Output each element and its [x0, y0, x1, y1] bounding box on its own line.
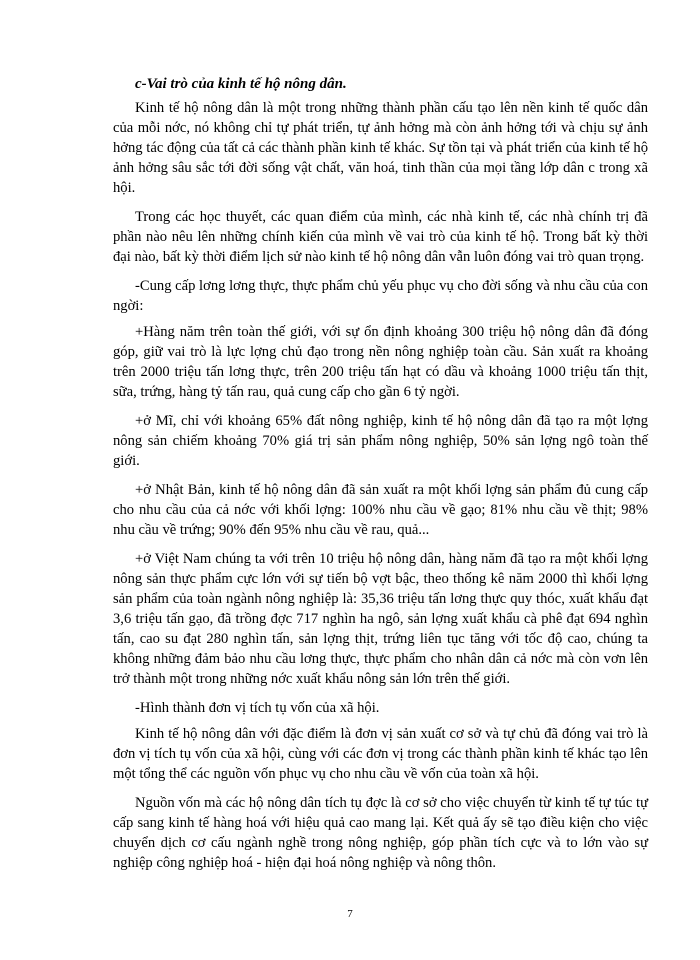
paragraph-usa: +ở Mĩ, chỉ với khoảng 65% đất nông nghiệp, kinh tế hộ nông dân đã tạo ra một lợng nông sản chiếm khoảng 70% giá trị sản phẩm nông nghiệp, 50% sản lợng ngô toàn thế giới.: [113, 413, 648, 469]
page-number: 7: [347, 908, 353, 920]
paragraph-vietnam: +ở Việt Nam chúng ta với trên 10 triệu hộ nông dân, hàng năm đã tạo ra một khối lợng nông sản thực phẩm cực lớn với sự tiến bộ vợt bậc, theo thống kê năm 2000 thì khối lợng sản phẩm của toàn ngành nông nghiệp là: 35,36 triệu tấn lơng thực quy thóc, xuất khẩu đạt 3,6 triệu tấn gạo, đã trồng đợc 717 nghìn ha ngô, sản lợng xuất khẩu cà phê đạt 694 nghìn tấn, cao su đạt 280 nghìn tấn, sản lợng thịt, trứng liên tục tăng với tốc độ cao, chúng ta không những đảm bảo nhu cầu lơng thực, thực phẩm cho nhân dân cả nớc mà còn vơn lên trở thành một trong những nớc xuất khẩu nông sản lớn trên thế giới.: [113, 551, 648, 687]
paragraph-capital-source: Nguồn vốn mà các hộ nông dân tích tụ đợc là cơ sở cho việc chuyển từ kinh tế tự túc tự cấp sang kinh tế hàng hoá với hiệu quả cao mang lại. Kết quả ấy sẽ tạo điều kiện cho việc chuyển dịch cơ cấu ngành nghề trong nông nghiệp, góp phần tích cực và to lớn vào sự nghiệp công nghiệp hoá - hiện đại hoá nông nghiệp và nông thôn.: [113, 795, 648, 871]
section-heading: c-Vai trò của kinh tế hộ nông dân.: [135, 76, 347, 92]
paragraph-theories: Trong các học thuyết, các quan điểm của mình, các nhà kinh tế, các nhà chính trị đã phần nào nêu lên những chính kiến của mình về vai trò của kinh tế hộ. Trong bất kỳ thời đại nào, bất kỳ thời điểm lịch sử nào kinh tế hộ nông dân vẫn luôn đóng vai trò quan trọng.: [113, 209, 648, 265]
paragraph-capital-unit: Kinh tế hộ nông dân với đặc điểm là đơn vị sản xuất cơ sở và tự chủ đã đóng vai trò là đơn vị tích tụ vốn của xã hội, cùng với các đơn vị trong các thành phần kinh tế khác tạo lên một tổng thể các nguồn vốn phục vụ cho nhu cầu về vốn của toàn xã hội.: [113, 726, 648, 782]
paragraph-capital-heading: -Hình thành đơn vị tích tụ vốn của xã hội.: [135, 700, 380, 716]
paragraph-japan: +ở Nhật Bản, kinh tế hộ nông dân đã sản xuất ra một khối lợng sản phẩm đủ cung cấp cho nhu cầu của cả nớc với khối lợng: 100% nhu cầu về gạo; 81% nhu cầu về thịt; 98% nhu cầu về trứng; 90% đến 95% nhu cầu về rau, quả...: [113, 482, 648, 538]
document-page: [113, 74, 648, 882]
paragraph-food-supply: -Cung cấp lơng lơng thực, thực phẩm chủ yếu phục vụ cho đời sống và nhu cầu của con ngời:: [113, 278, 648, 314]
paragraph-world: +Hàng năm trên toàn thế giới, với sự ổn định khoảng 300 triệu hộ nông dân đã đóng góp, giữ vai trò là lực lợng chủ đạo trong nền nông nghiệp toàn cầu. Sản xuất ra khoảng trên 2000 triệu tấn lơng thực, trên 200 triệu tấn hạt có dầu và khoảng 1000 triệu tấn thịt, sữa, trứng, hàng tỷ tấn rau, quả cung cấp cho gần 6 tỷ ngời.: [113, 324, 648, 400]
paragraph-intro: Kinh tế hộ nông dân là một trong những thành phần cấu tạo lên nền kinh tế quốc dân của mỗi nớc, nó không chỉ tự phát triển, tự ảnh hởng mà còn ảnh hởng tới và chịu sự ảnh hởng tác động của tất cả các thành phần kinh tế khác. Sự tồn tại và phát triển của kinh tế hộ ảnh hởng sâu sắc tới đời sống vật chất, văn hoá, tinh thần của mọi tầng lớp dân c trong xã hội.: [113, 100, 648, 196]
